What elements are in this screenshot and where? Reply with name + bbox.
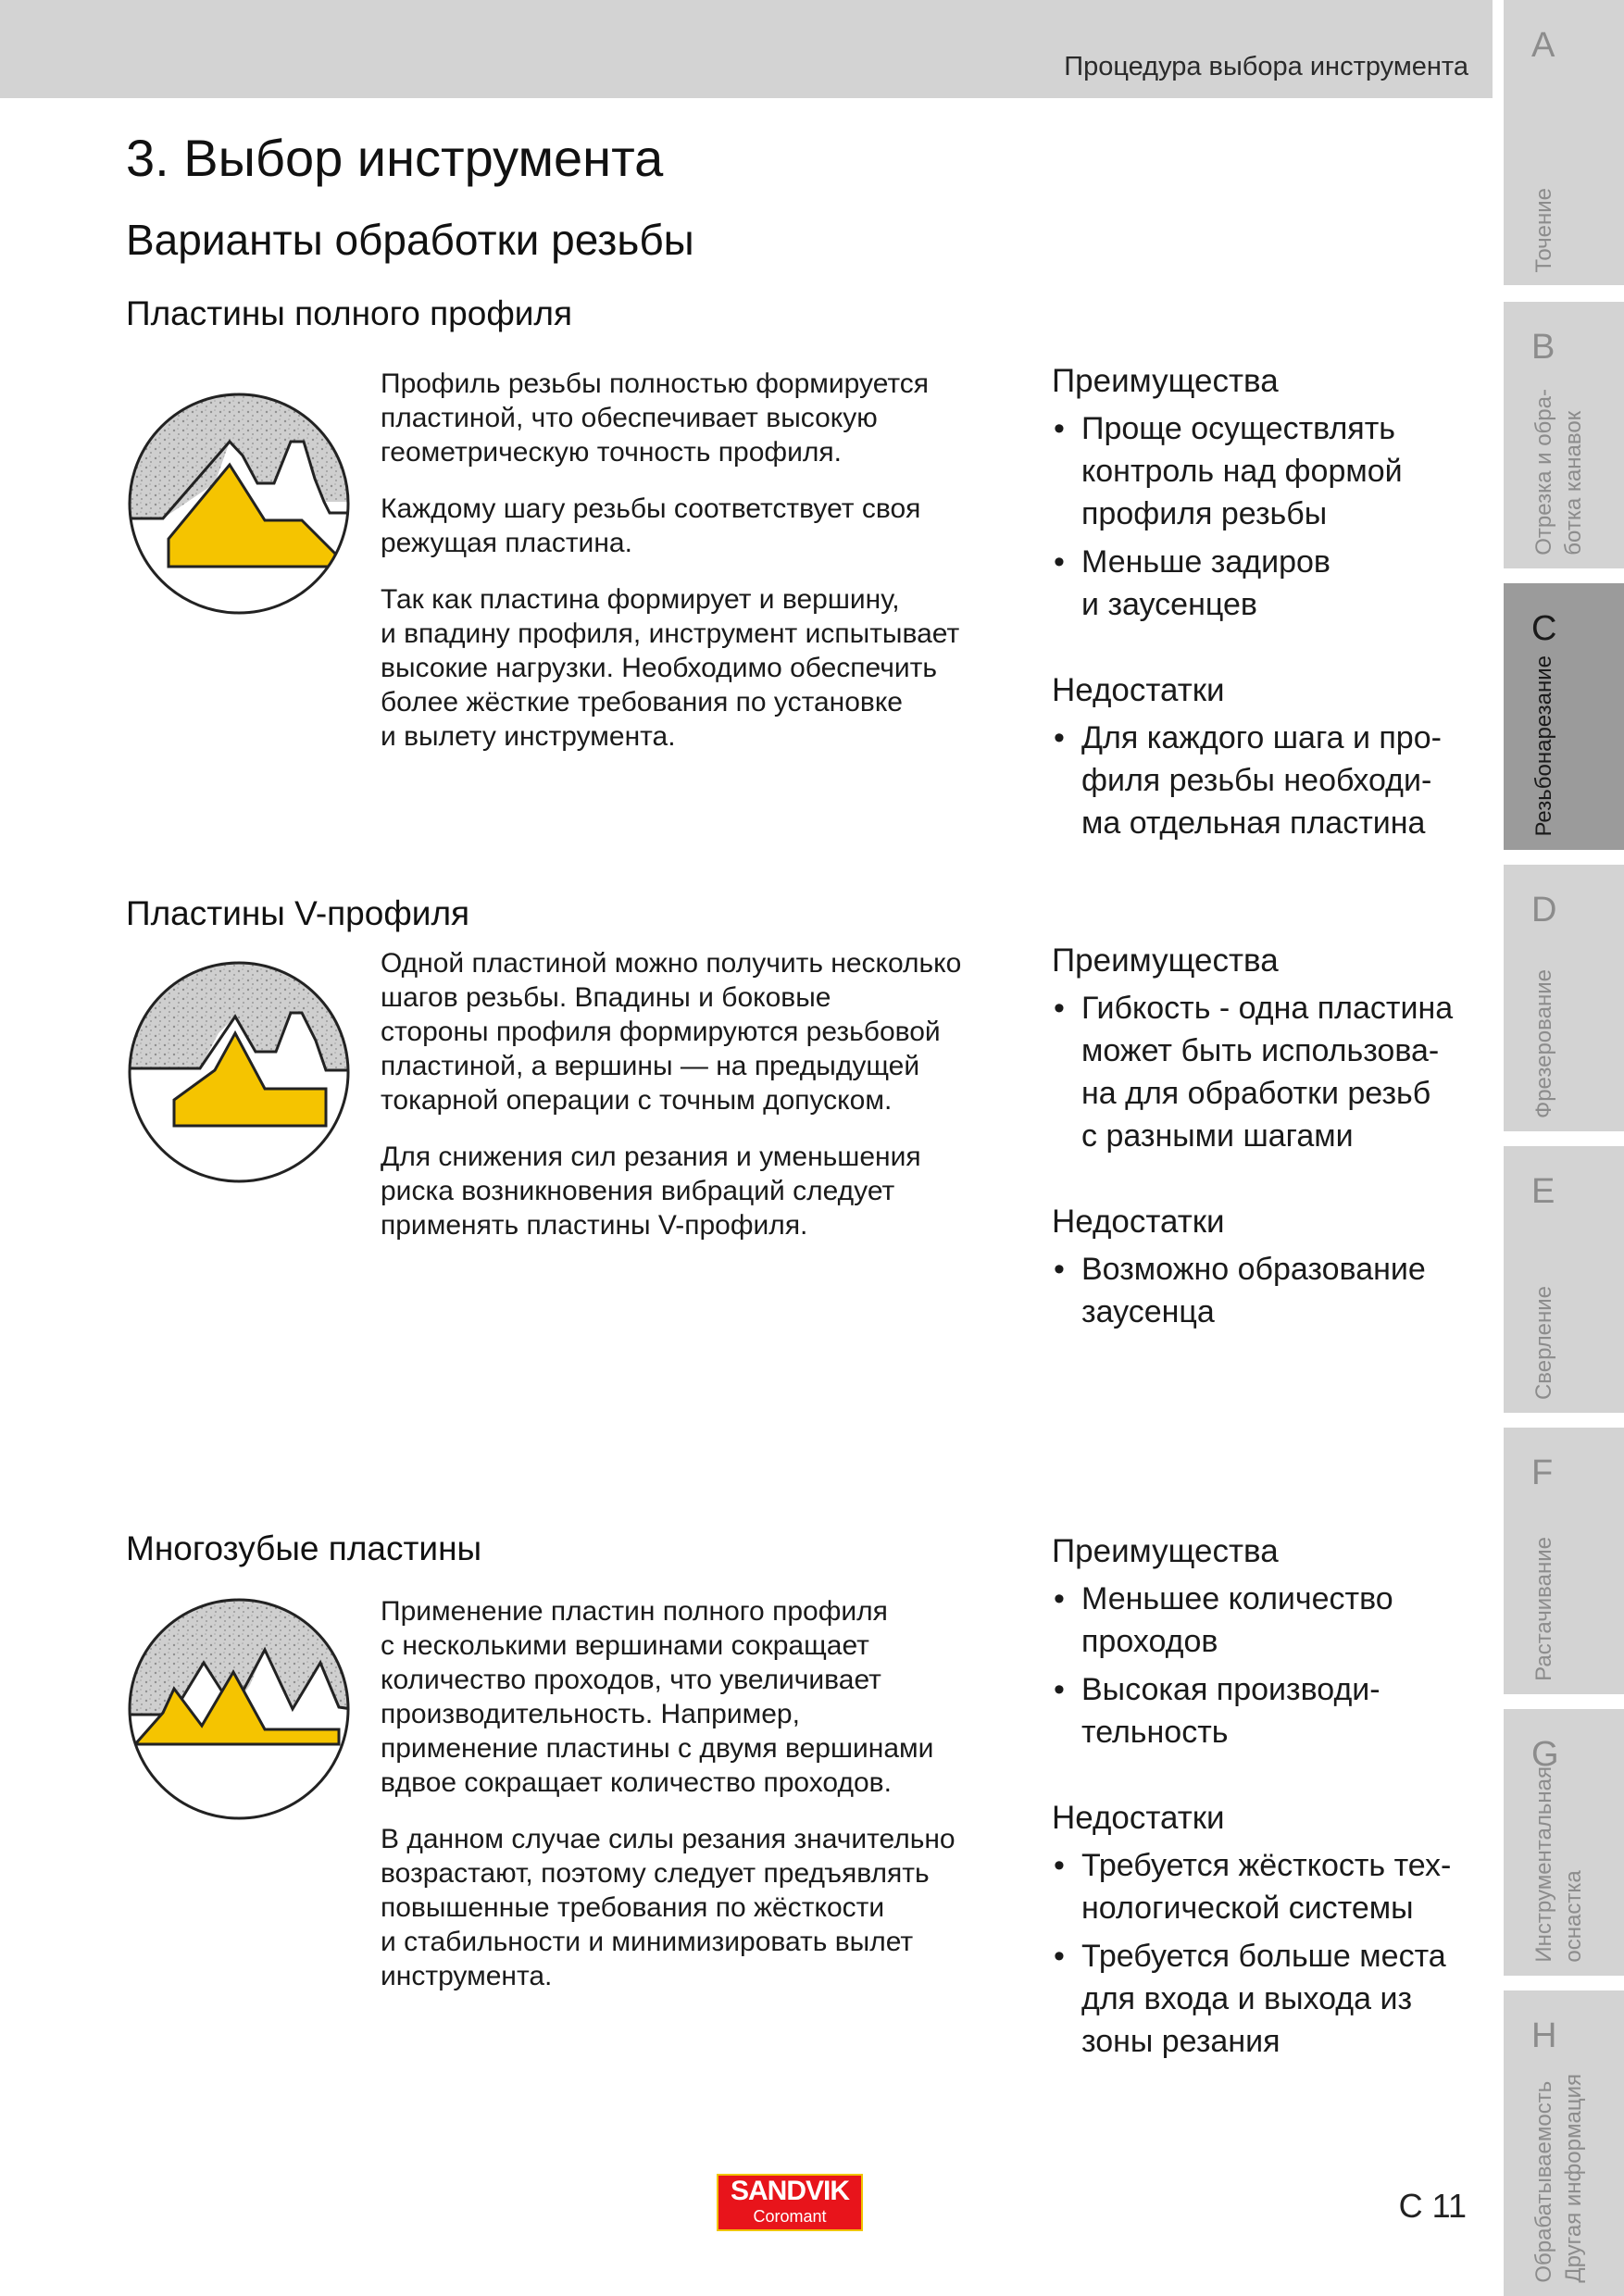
advantages-list xyxy=(1052,407,1487,626)
tab-letter: F xyxy=(1531,1454,1554,1492)
section-title: Пластины полного профиля xyxy=(126,294,573,332)
tab-label: Обрабатываемость Другая информация xyxy=(1531,2074,1586,2283)
list-item: • Меньшее количество проходов xyxy=(1052,1578,1487,1663)
logo-subbrand: Coromant xyxy=(753,2207,827,2226)
tab-label: Фрезерование xyxy=(1531,968,1556,1118)
tab-letter: B xyxy=(1531,328,1555,367)
tab-e[interactable] xyxy=(1504,1146,1624,1413)
paragraph: Одной пластиной можно получить несколько шагов резьбы. Впадины и боковые стороны профиля формируются резьбовой пластиной, а вершины — на предыдущей токарной операции с точным допуском. xyxy=(381,948,962,1116)
v-profile-insert-illustration xyxy=(126,959,352,1185)
tab-label: Резьбонарезание xyxy=(1531,655,1556,837)
list-item: • Требуется больше места для входа и выхода из зоны резания xyxy=(1052,1935,1487,2063)
tab-label: Точение xyxy=(1531,187,1556,272)
paragraph: Каждому шагу резьбы соответствует своя режущая пластина. xyxy=(381,493,921,558)
paragraph: Профиль резьбы полностью формируется пластиной, что обеспечивает высокую геометрическую точность профиля. xyxy=(381,368,930,468)
full-profile-insert-illustration xyxy=(126,391,352,617)
list-item: • Проще осуществлять контроль над формой профиля резьбы xyxy=(1052,407,1487,535)
section-description xyxy=(381,367,1015,776)
paragraph: В данном случае силы резания значительно возрастают, поэтому следует предъявлять повышенные требования по жёсткости и стабильности и минимизировать вылет инструмента. xyxy=(381,1824,956,1991)
list-item: • Для каждого шага и про- филя резьбы необходи- ма отдельная пластина xyxy=(1052,717,1487,844)
header-title: Процедура выбора инструмента xyxy=(1064,52,1468,81)
tab-letter: E xyxy=(1531,1172,1555,1211)
paragraph: Применение пластин полного профиля с несколькими вершинами сокращает количество проходов, что увеличивает производительность. Например, применение пластины с двумя вершинами вдвое сокращает количество проходов. xyxy=(381,1596,934,1798)
page-number: C 11 xyxy=(1398,2187,1467,2225)
tab-letter: C xyxy=(1531,609,1557,648)
advantages-heading: Преимущества xyxy=(1052,1533,1279,1569)
tab-letter: A xyxy=(1531,26,1555,65)
section-title: Многозубые пластины xyxy=(126,1529,482,1567)
sandvik-coromant-logo xyxy=(717,2174,863,2231)
tab-c[interactable] xyxy=(1504,583,1624,850)
pros-cons-block xyxy=(1052,363,1487,891)
tab-g[interactable] xyxy=(1504,1709,1624,1976)
disadvantages-list xyxy=(1052,1248,1487,1333)
tab-label: Растачивание xyxy=(1531,1537,1556,1681)
list-item: • Высокая производи- тельность xyxy=(1052,1668,1487,1753)
tab-letter: H xyxy=(1531,2016,1557,2055)
list-item: • Гибкость - одна пластина может быть использова- на для обработки резьб с разными шагами xyxy=(1052,987,1487,1157)
paragraph: Так как пластина формирует и вершину, и впадину профиля, инструмент испытывает высокие нагрузки. Необходимо обеспечить более жёсткие требования по установке и вылету инструмента. xyxy=(381,584,960,752)
tab-b[interactable] xyxy=(1504,302,1624,568)
list-item: • Требуется жёсткость тех- нологической системы xyxy=(1052,1844,1487,1929)
advantages-heading: Преимущества xyxy=(1052,942,1279,979)
pros-cons-block xyxy=(1052,942,1487,1379)
disadvantages-heading: Недостатки xyxy=(1052,1204,1225,1240)
multi-tooth-insert-illustration xyxy=(126,1596,352,1822)
tab-d[interactable] xyxy=(1504,865,1624,1131)
header-band xyxy=(0,0,1493,98)
page-subtitle: Варианты обработки резьбы xyxy=(126,216,694,264)
disadvantages-list xyxy=(1052,1844,1487,2063)
tab-label: Инструментальная оснастка xyxy=(1531,1766,1586,1963)
page-title: 3. Выбор инструмента xyxy=(126,129,664,187)
section-title: Пластины V-профиля xyxy=(126,894,470,932)
disadvantages-list xyxy=(1052,717,1487,844)
paragraph: Для снижения сил резания и уменьшения риска возникновения вибраций следует применять пластины V-профиля. xyxy=(381,1142,921,1241)
tab-label: Отрезка и обра- ботка канавок xyxy=(1531,389,1586,555)
tab-label: Сверление xyxy=(1531,1285,1556,1400)
list-item: • Возможно образование заусенца xyxy=(1052,1248,1487,1333)
disadvantages-heading: Недостатки xyxy=(1052,1800,1225,1836)
advantages-heading: Преимущества xyxy=(1052,363,1279,399)
advantages-list xyxy=(1052,1578,1487,1753)
logo-wordmark: SANDVIK xyxy=(730,2176,849,2206)
section-description xyxy=(381,1594,1015,2015)
tab-letter: G xyxy=(1531,1735,1559,1774)
tab-a[interactable] xyxy=(1504,0,1624,285)
disadvantages-heading: Недостатки xyxy=(1052,672,1225,708)
pros-cons-block xyxy=(1052,1533,1487,2109)
tab-h[interactable] xyxy=(1504,1990,1624,2296)
advantages-list xyxy=(1052,987,1487,1157)
tab-letter: D xyxy=(1531,891,1557,930)
tab-f[interactable] xyxy=(1504,1428,1624,1694)
list-item: • Меньше задиров и заусенцев xyxy=(1052,541,1487,626)
chapter-tabs xyxy=(1504,0,1624,2296)
section-description xyxy=(381,946,1015,1265)
